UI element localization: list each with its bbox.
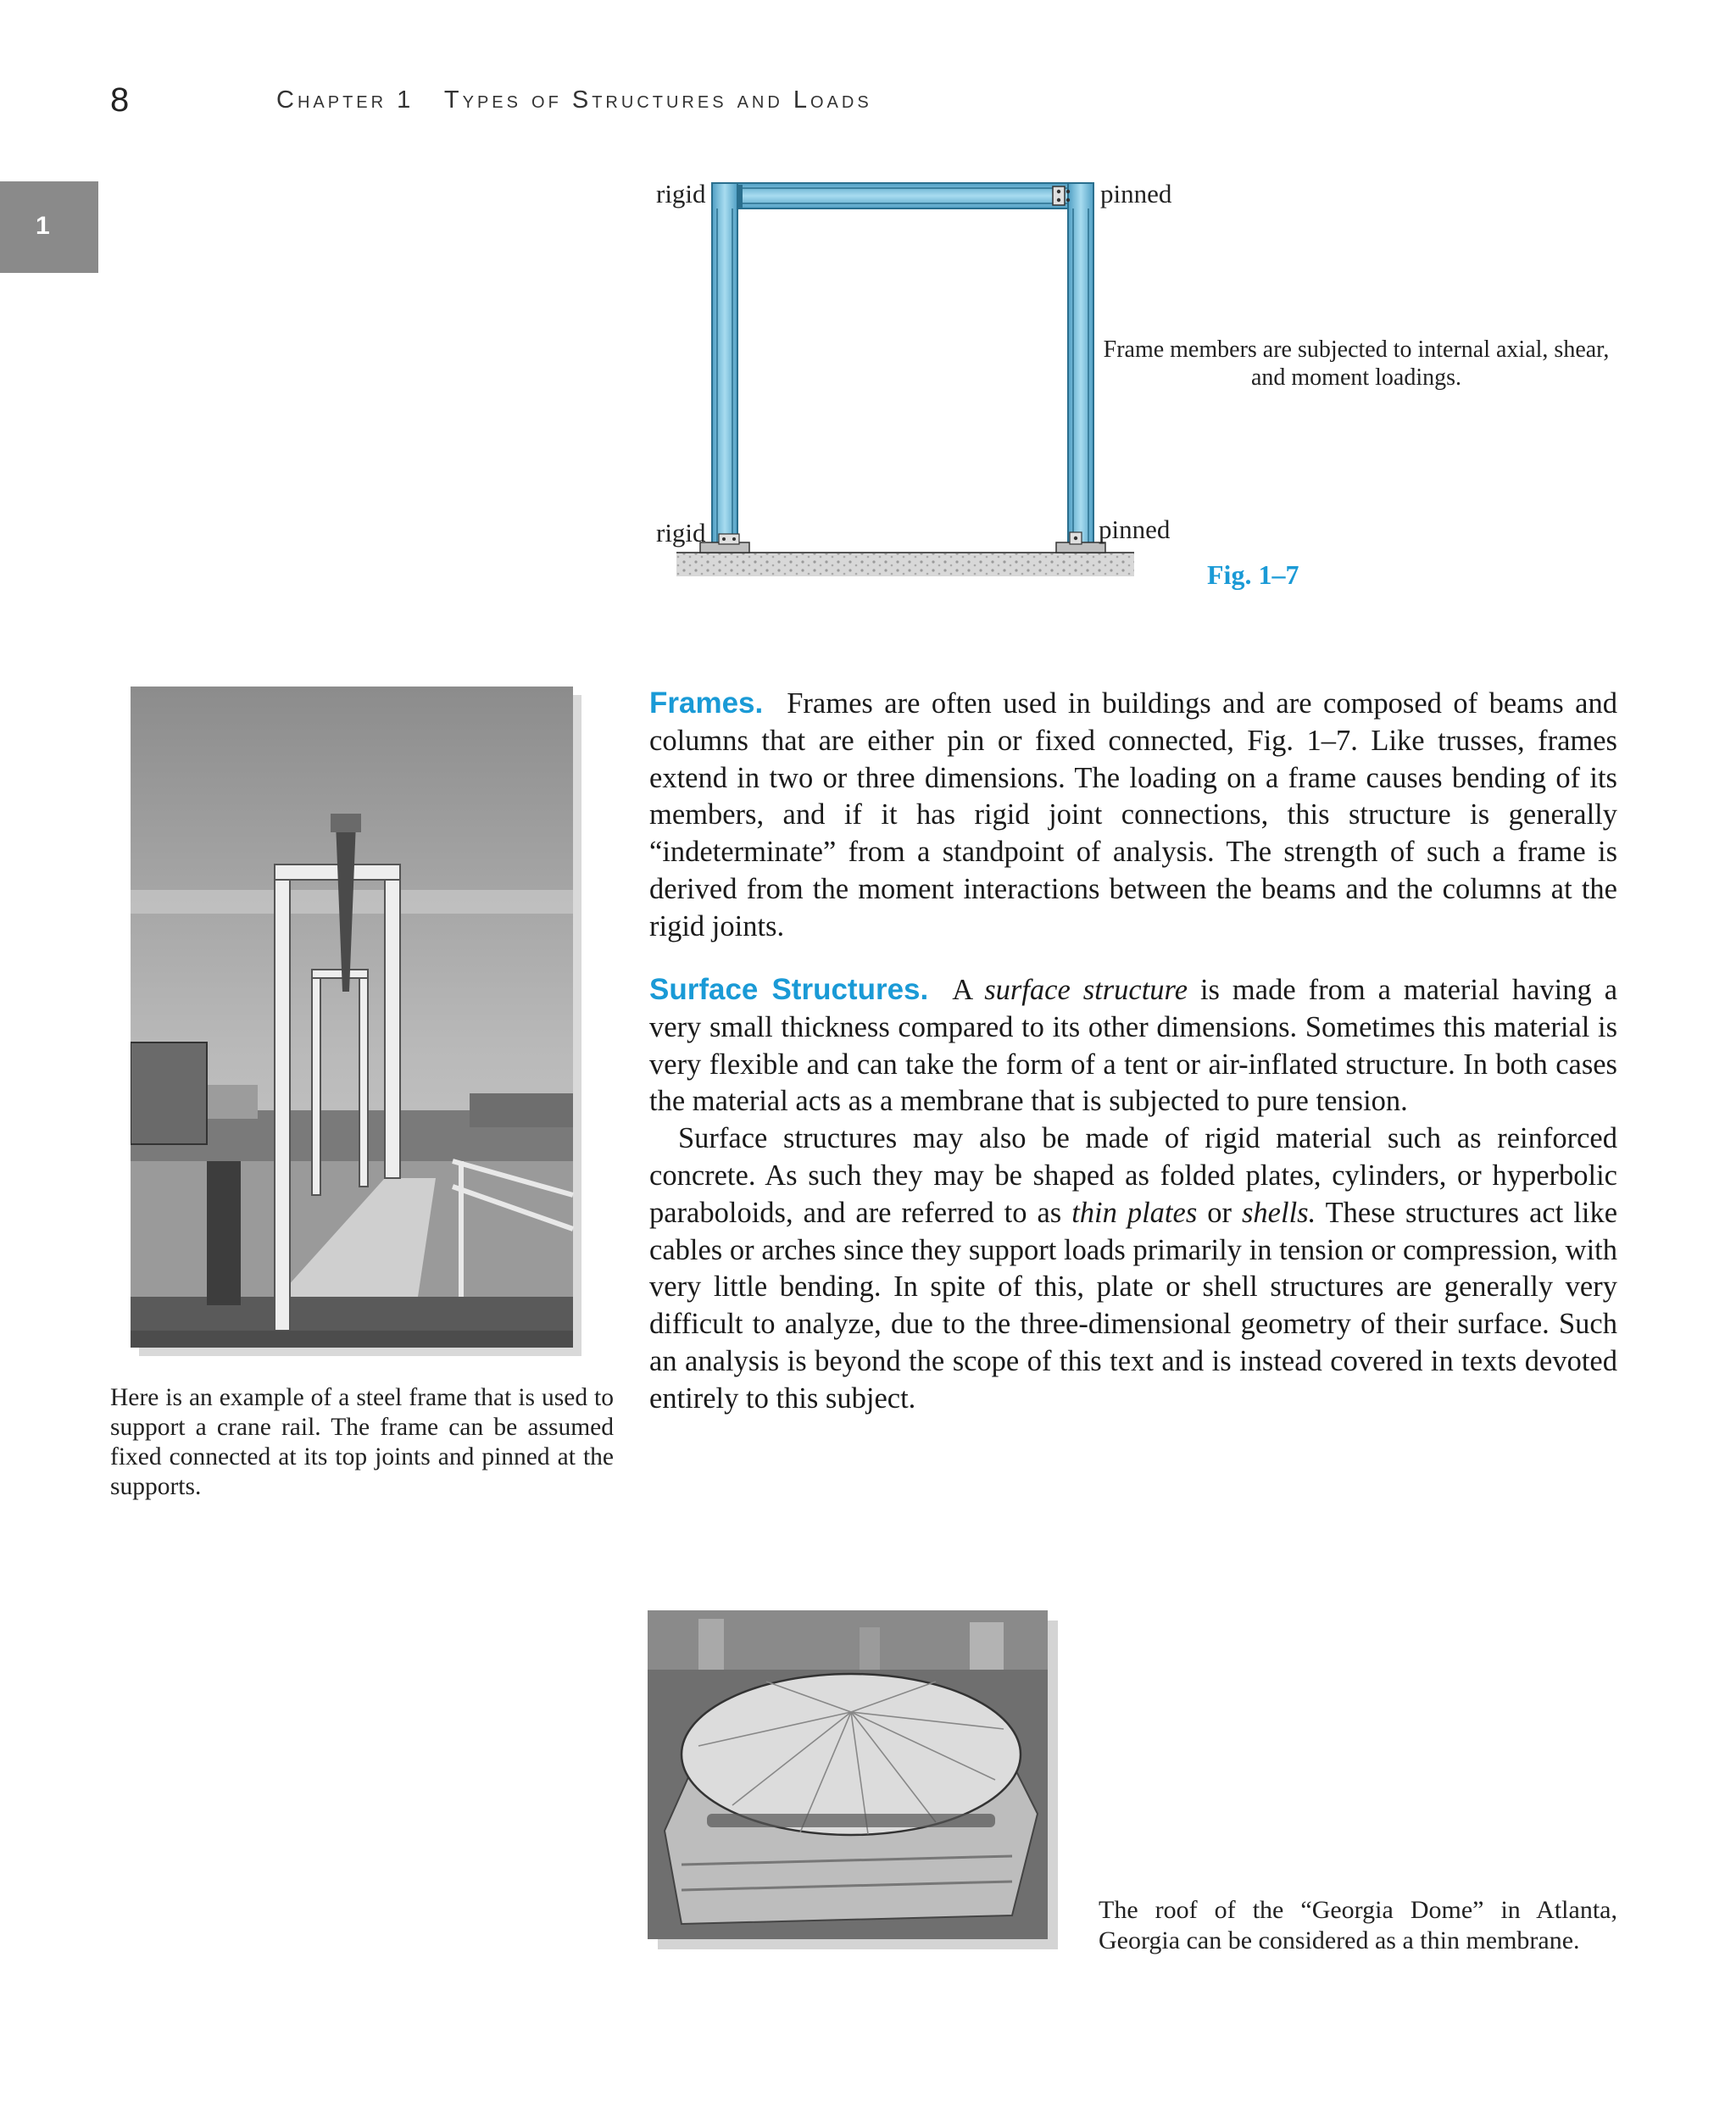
page-number: 8 [110,81,130,119]
running-head: Chapter 1 Types of Structures and Loads [276,86,872,114]
georgia-dome-photo [648,1610,1058,1949]
frames-heading: Frames. [649,687,764,720]
pinned-connection-top [1053,186,1065,205]
figure-caption: Fig. 1–7 [1207,559,1299,590]
frames-section [649,685,1617,946]
beam [712,183,1093,208]
surface-text-2a: Surface structures may also be made of rigid material such as reinforced concrete. As such they may be shaped as folded plates, cylinders, or hyperbolic paraboloids, and are referred to as [649,1122,1617,1229]
surface-structures-heading: Surface Structures. [649,973,929,1006]
label-pinned-top: pinned [1100,179,1172,208]
frame-note: Frame members are subjected to internal axial, shear, and moment loadings. [1103,336,1610,391]
left-column [712,183,737,549]
term-shells: shells. [1242,1196,1316,1229]
term-thin-plates: thin plates [1071,1196,1198,1229]
right-column [1068,183,1093,549]
frames-text: Frames are often used in buildings and are composed of beams and columns that are either pin or fixed connected, Fig. 1–7. Like trusses, frames extend in two or three dimensions. The loading on a frame causes bending of its members, and if it has rigid joint connections, this structure is generally “indeterminate” from a standpoint of analysis. The strength of such a frame is derived from the moment interactions between the beams and the columns at the rigid joints. [649,687,1617,942]
label-rigid-top: rigid [656,179,706,208]
dome-photo-caption: The roof of the “Georgia Dome” in Atlanta, Georgia can be considered as a thin membrane. [1099,1896,1617,1954]
label-pinned-bottom: pinned [1099,514,1171,544]
surface-text-1a: A [952,974,985,1006]
surface-text-2b: or [1197,1196,1242,1229]
crane-frame-photo [131,687,581,1356]
surface-text-1b: is made from a material having a very small thickness compared to its other dimensions. Sometimes this material is very flexible and can take the form of a tent or air-inflated structure. In both cases the material acts as a membrane that is subjected to pure tension. [649,974,1618,1118]
term-surface-structure: surface structure [984,974,1188,1006]
chapter-tab-number: 1 [36,212,50,240]
ground [676,553,1134,576]
crane-photo-caption: Here is an example of a steel frame that is used to support a crane rail. The frame can be assumed fixed connected at its top joints and pinned at the supports. [110,1384,614,1500]
surface-text-2c: These structures act like cables or arches since they support loads primarily in tension or compression, with very little bending. In spite of this, plate or shell structures are generally very difficult to analyze, due to the three-dimensional geometry of their surface. Such an analysis is beyond the scope of this text and is instead covered in texts devoted entirely to this subject. [649,1196,1618,1415]
chapter-tab [0,181,98,273]
label-rigid-bottom: rigid [656,518,706,548]
surface-structures-section [649,971,1617,1418]
surface-paragraph-1 [649,971,1617,1120]
surface-paragraph-2 [649,1120,1617,1417]
